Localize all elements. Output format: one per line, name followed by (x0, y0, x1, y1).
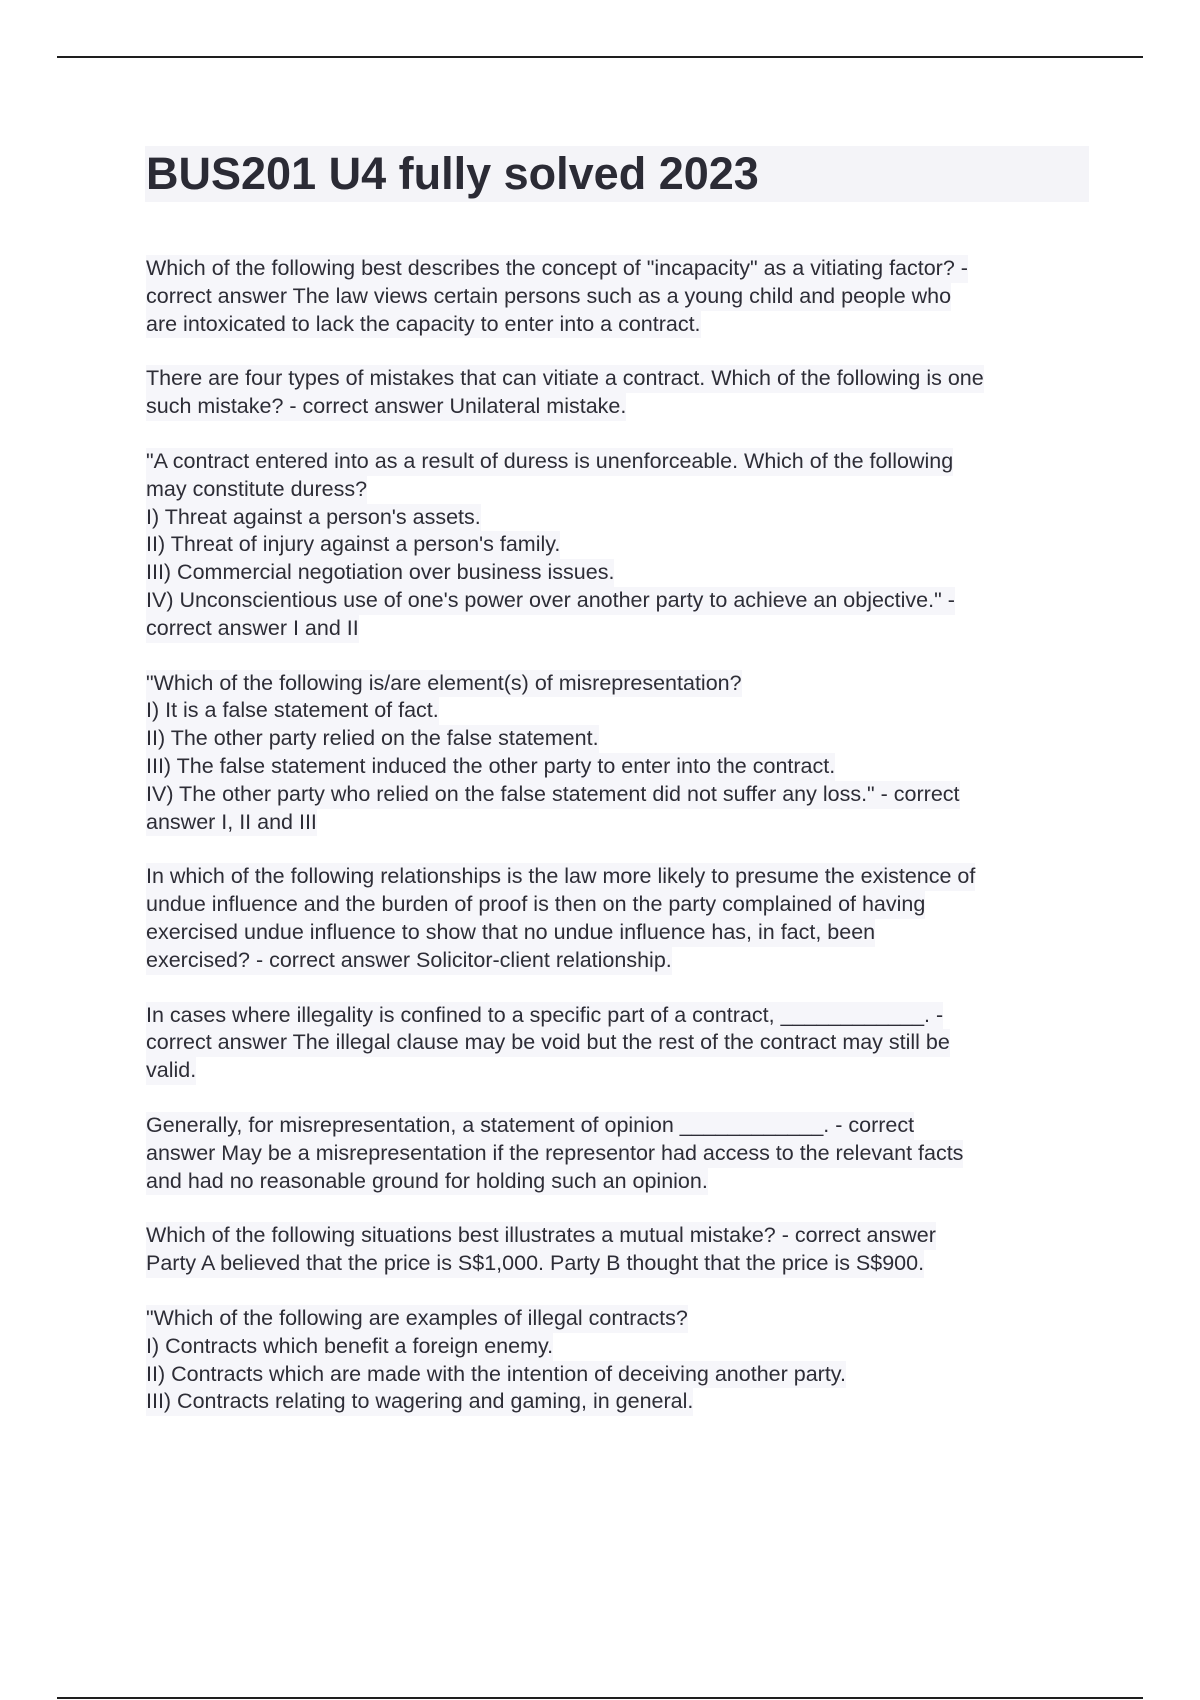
qa-line: II) The other party relied on the false statement. (146, 725, 599, 753)
page-title: BUS201 U4 fully solved 2023 (146, 148, 759, 199)
qa-entry (146, 365, 1096, 421)
qa-entry (146, 255, 1096, 338)
qa-line: There are four types of mistakes that can vitiate a contract. Which of the following is one (146, 365, 984, 393)
qa-line: correct answer The law views certain persons such as a young child and people who (146, 283, 951, 311)
qa-line: may constitute duress? (146, 476, 367, 504)
qa-line: valid. (146, 1057, 196, 1085)
qa-line: answer May be a misrepresentation if the representor had access to the relevant facts (146, 1140, 963, 1168)
qa-line: Which of the following best describes the concept of "incapacity" as a vitiating factor? - (146, 255, 968, 283)
qa-line: II) Threat of injury against a person's family. (146, 531, 560, 559)
qa-line: correct answer I and II (146, 615, 359, 643)
qa-entry (146, 1222, 1096, 1278)
qa-entry (146, 448, 1096, 643)
qa-line: such mistake? - correct answer Unilateral mistake. (146, 393, 626, 421)
qa-entry (146, 1305, 1096, 1416)
qa-line: I) Threat against a person's assets. (146, 504, 481, 532)
qa-line: answer I, II and III (146, 809, 317, 837)
qa-entry (146, 670, 1096, 837)
qa-line: II) Contracts which are made with the intention of deceiving another party. (146, 1361, 846, 1389)
top-rule (57, 56, 1143, 58)
qa-entry (146, 863, 1096, 974)
qa-line: "Which of the following is/are element(s) of misrepresentation? (146, 670, 742, 698)
qa-line: IV) Unconscientious use of one's power over another party to achieve an objective." - (146, 587, 955, 615)
qa-line: exercised undue influence to show that no undue influence has, in fact, been (146, 919, 875, 947)
qa-entry (146, 1112, 1096, 1195)
qa-line: I) Contracts which benefit a foreign enemy. (146, 1333, 553, 1361)
qa-line: "Which of the following are examples of illegal contracts? (146, 1305, 688, 1333)
qa-line: III) Contracts relating to wagering and gaming, in general. (146, 1388, 693, 1416)
qa-line: and had no reasonable ground for holding such an opinion. (146, 1168, 708, 1196)
qa-line: IV) The other party who relied on the false statement did not suffer any loss." - correct (146, 781, 960, 809)
qa-line: I) It is a false statement of fact. (146, 697, 439, 725)
qa-line: III) The false statement induced the other party to enter into the contract. (146, 753, 835, 781)
qa-line: "A contract entered into as a result of duress is unenforceable. Which of the following (146, 448, 953, 476)
qa-list (146, 255, 1096, 1443)
qa-line: Generally, for misrepresentation, a statement of opinion ____________. - correct (146, 1112, 914, 1140)
qa-line: undue influence and the burden of proof is then on the party complained of having (146, 891, 925, 919)
qa-line: III) Commercial negotiation over business issues. (146, 559, 614, 587)
qa-line: Party A believed that the price is S$1,000. Party B thought that the price is S$900. (146, 1250, 924, 1278)
qa-line: exercised? - correct answer Solicitor-client relationship. (146, 947, 672, 975)
qa-line: correct answer The illegal clause may be void but the rest of the contract may still be (146, 1029, 950, 1057)
qa-line: Which of the following situations best illustrates a mutual mistake? - correct answer (146, 1222, 936, 1250)
qa-line: In cases where illegality is confined to a specific part of a contract, ____________. - (146, 1002, 943, 1030)
qa-line: In which of the following relationships is the law more likely to presume the existence of (146, 863, 975, 891)
bottom-rule (57, 1697, 1143, 1699)
qa-line: are intoxicated to lack the capacity to enter into a contract. (146, 311, 701, 339)
qa-entry (146, 1002, 1096, 1085)
